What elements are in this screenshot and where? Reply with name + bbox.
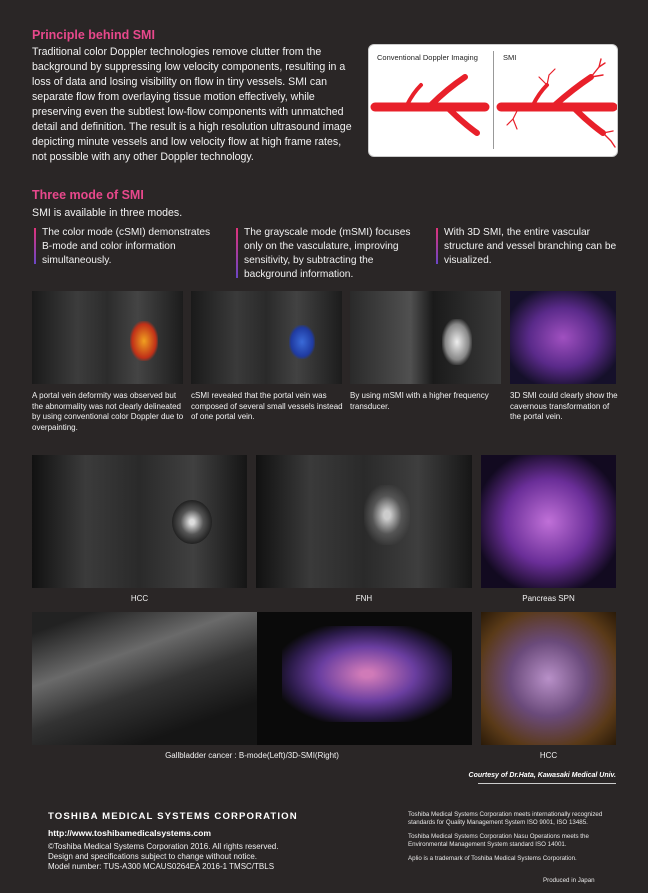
courtesy-text: Courtesy of Dr.Hata, Kawasaki Medical Univ. (468, 772, 616, 779)
company-name: TOSHIBA MEDICAL SYSTEMS CORPORATION (48, 811, 298, 822)
fnh-label: FNH (355, 594, 373, 603)
case-caption-2: cSMI revealed that the portal vein was composed of several small vessels instead of one portal vein. (191, 391, 343, 421)
hcc-label: HCC (130, 594, 149, 603)
pancreas-spn-image (481, 455, 616, 588)
modes-intro: SMI is available in three modes. (32, 207, 183, 219)
model-number-line: Model number: TUS-A300 MCAUS0264EA 2016-1 TMSC/TBLS (48, 862, 275, 871)
gallbladder-image (32, 612, 472, 745)
mode-3dsmi-text: With 3D SMI, the entire vascular structure and vessel branching can be visualized. (444, 227, 617, 266)
diagram-label-smi: SMI (503, 53, 517, 62)
copyright-line: ©Toshiba Medical Systems Corporation 2016. All rights reserved. (48, 842, 279, 851)
case-image-csmi (191, 291, 342, 384)
courtesy-underline (478, 783, 616, 784)
case-caption-4: 3D SMI could clearly show the cavernous transformation of the portal vein. (510, 391, 618, 421)
case-caption-1: A portal vein deformity was observed but the abnormality was not clearly delineated by using conventional color Doppler due to overpainting. (32, 391, 184, 432)
disclaimer-line: Design and specifications subject to change without notice. (48, 852, 258, 861)
hcc-image (32, 455, 247, 588)
mode-accent-bar (236, 228, 238, 278)
case-image-color-doppler (32, 291, 183, 384)
principle-body: Traditional color Doppler technologies remove clutter from the background by suppressing low velocity components, resulting in a loss of data and losing visibility on flow in tiny vessels. SMI can separate flow from overlaying tissue motion effectively, while preserving even the subtlest low-flow components with unmatched detail and definition. The result is a high resolution ultrasound image depicting minute vessels and low velocity flow at high frame rates, not possible with any other Doppler technology. (32, 46, 352, 163)
mode-accent-bar (436, 228, 438, 264)
vessel-illustration (369, 45, 617, 156)
case-image-msmi (350, 291, 501, 384)
smi-diagram (368, 44, 618, 157)
mode-csmi-text: The color mode (cSMI) demonstrates B-mode and color information simultaneously. (42, 227, 211, 266)
case-caption-3: By using mSMI with a higher frequency transducer. (350, 391, 489, 411)
produced-in-japan: Produced in Japan (543, 877, 595, 884)
pancreas-spn-label: Pancreas SPN (522, 594, 575, 603)
case-image-3dsmi (510, 291, 616, 384)
mode-accent-bar (34, 228, 36, 264)
mode-msmi-text: The grayscale mode (mSMI) focuses only on the vasculature, improving sensitivity, by subtracting the background information. (244, 227, 411, 280)
hcc-3d-label: HCC (539, 751, 558, 760)
aplio-trademark-text: Aplio is a trademark of Toshiba Medical Systems Corporation. (408, 855, 577, 862)
hcc-3d-image (481, 612, 616, 745)
gallbladder-label: Gallbladder cancer : B-mode(Left)/3D-SMI(Right) (165, 751, 339, 760)
company-url[interactable]: http://www.toshibamedicalsystems.com (48, 828, 211, 838)
iso-environment-text: Toshiba Medical Systems Corporation Nasu Operations meets the Environmental Management System standard ISO 14001. (408, 833, 589, 848)
principle-title: Principle behind SMI (32, 28, 155, 42)
modes-title: Three mode of SMI (32, 188, 144, 202)
diagram-label-conventional: Conventional Doppler Imaging (377, 53, 478, 62)
fnh-image (256, 455, 472, 588)
iso-quality-text: Toshiba Medical Systems Corporation meets internationally recognized standards for Quality Management System ISO 9001, ISO 13485. (408, 811, 603, 826)
